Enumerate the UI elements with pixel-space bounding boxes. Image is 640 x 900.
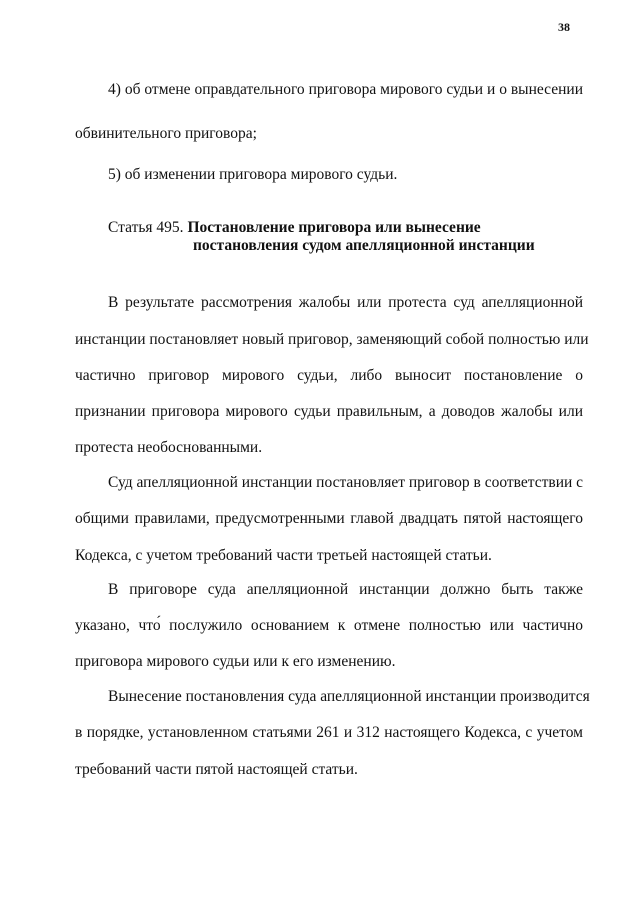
paragraph-2-line-1: Суд апелляционной инстанции постановляет приговор в соответствии с (108, 474, 584, 491)
list-item-4-line-1: 4) об отмене оправдательного приговора мирового судьи и о вынесении (108, 81, 583, 98)
page-number: 38 (558, 20, 570, 34)
paragraph-4-line-2: в порядке, установленном статьями 261 и 312 настоящего Кодекса, с учетом (75, 724, 583, 741)
paragraph-1-line-5: протеста необоснованными. (75, 439, 263, 456)
list-item-4-line-2: обвинительного приговора; (75, 125, 257, 142)
list-item-5: 5) об изменении приговора мирового судьи. (108, 166, 398, 183)
article-title-line-2: постановления судом апелляционной инстанции (193, 237, 535, 254)
paragraph-2-line-2: общими правилами, предусмотренными главой двадцать пятой настоящего (75, 510, 583, 527)
paragraph-3-line-1: В приговоре суда апелляционной инстанции должно быть также (108, 581, 583, 598)
paragraph-4-line-1: Вынесение постановления суда апелляционной инстанции производится (108, 688, 590, 705)
paragraph-1-line-3: частично приговор мирового судьи, либо выносит постановление о (75, 367, 583, 384)
paragraph-4-line-3: требований части пятой настоящей статьи. (75, 761, 358, 778)
paragraph-3-line-3: приговора мирового судьи или к его изменению. (75, 653, 396, 670)
paragraph-3-line-2: указано, что́ послужило основанием к отмене полностью или частично (75, 617, 583, 634)
article-label: Статья 495. (108, 219, 184, 236)
paragraph-1-line-2: инстанции постановляет новый приговор, заменяющий собой полностью или (75, 331, 589, 348)
paragraph-1-line-4: признании приговора мирового судьи правильным, а доводов жалобы или (75, 403, 583, 420)
article-heading (108, 218, 481, 238)
article-title-line-1: Постановление приговора или вынесение (187, 219, 481, 236)
paragraph-1-line-1: В результате рассмотрения жалобы или протеста суд апелляционной (108, 294, 583, 311)
paragraph-2-line-3: Кодекса, с учетом требований части третьей настоящей статьи. (75, 547, 492, 564)
